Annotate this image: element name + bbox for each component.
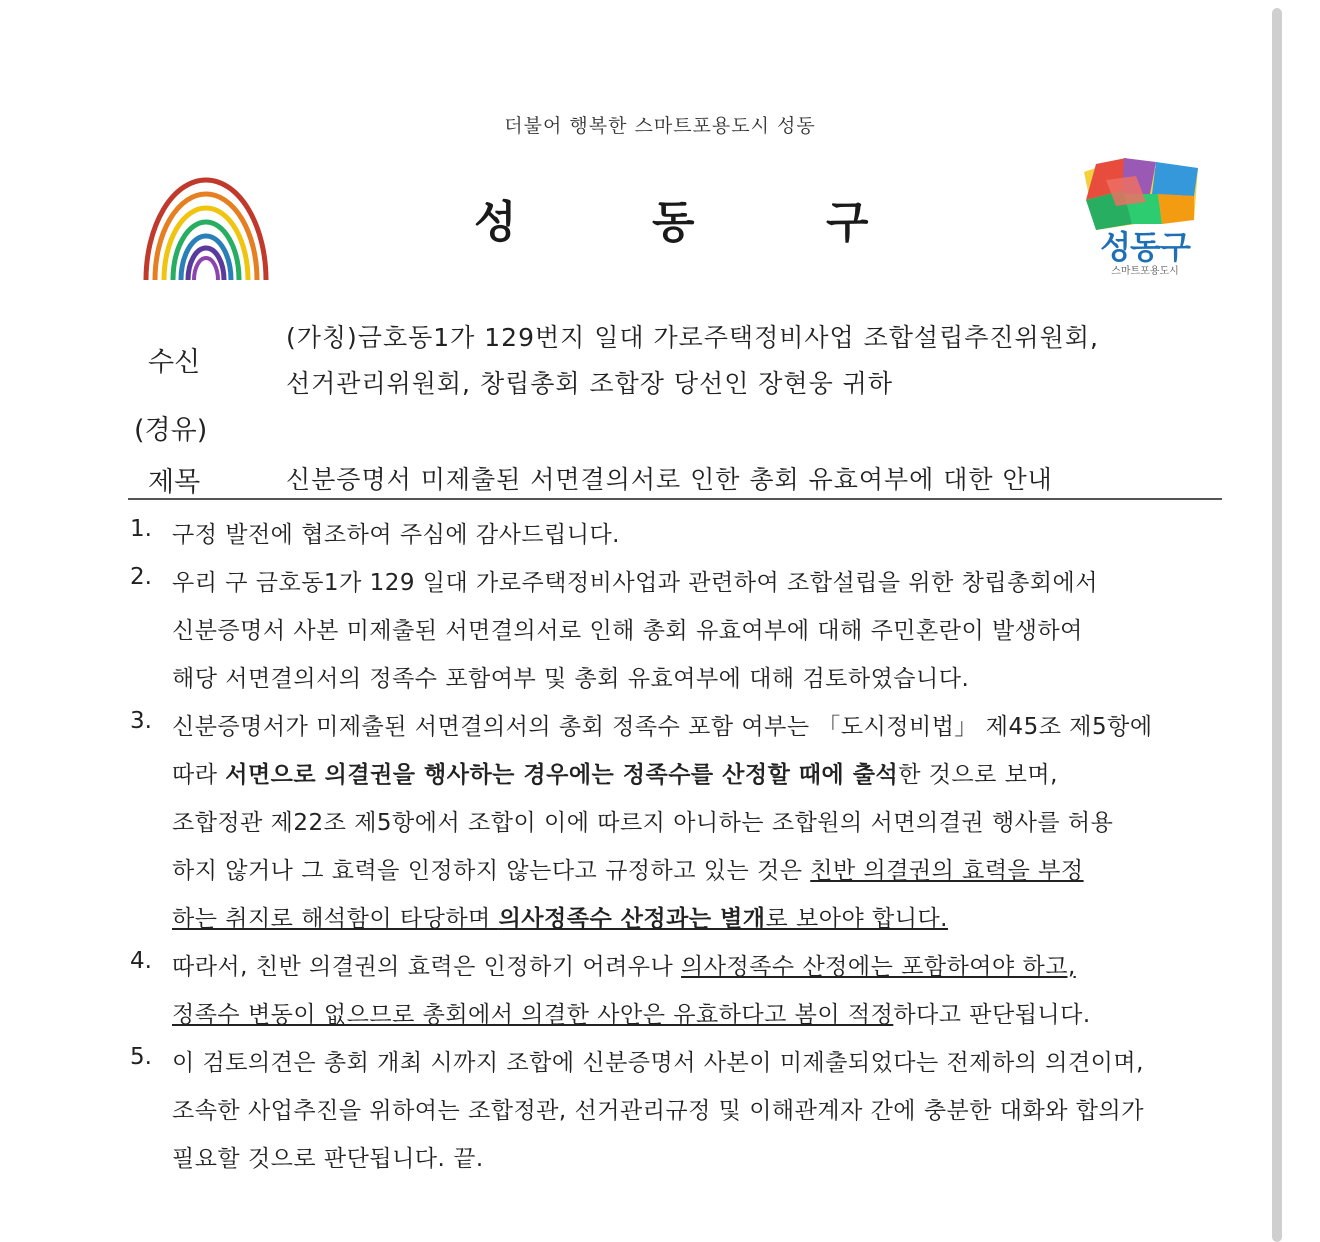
- text-run: 신분증명서 사본 미제출된 서면결의서로 인해 총회 유효여부에 대해 주민혼란이 발생하여: [172, 618, 1083, 644]
- logo-tagline: 스마트포용도시: [1111, 266, 1179, 277]
- paragraph-line: [172, 900, 948, 933]
- paragraph-line: [172, 564, 1098, 597]
- paragraph-number: 1.: [130, 516, 152, 542]
- paragraph-line: [172, 1140, 484, 1173]
- text-run: 하지 않거나 그 효력을 인정하지 않는다고 규정하고 있는 것은: [172, 858, 811, 884]
- text-run: 하다고 판단됩니다.: [893, 1002, 1091, 1028]
- subject-label: 제목: [148, 467, 201, 498]
- text-run: 조합정관 제22조 제5항에서 조합이 이에 따르지 아니하는 조합원의 서면의결권 행사를 허용: [172, 810, 1114, 836]
- paragraph-line: [172, 708, 1153, 741]
- text-run: 조속한 사업추진을 위하여는 조합정관, 선거관리규정 및 이해관계자 간에 충분한 대화와 합의가: [172, 1098, 1144, 1124]
- org-title-char: 성: [474, 197, 517, 248]
- seongdong-logo: [1076, 150, 1206, 280]
- text-run: 우리 구 금호동1가 129 일대 가로주택정비사업과 관련하여 조합설립을 위한 창립총회에서: [172, 570, 1098, 596]
- paragraph-line: [172, 996, 1091, 1029]
- text-run: 따라: [172, 762, 226, 788]
- text-run: 따라서, 친반 의결권의 효력은 인정하기 어려우나: [172, 954, 682, 980]
- via-label: (경유): [134, 415, 208, 446]
- text-run: 로 보아야 합니다.: [765, 906, 948, 932]
- text-run: 구정 발전에 협조하여 주심에 감사드립니다.: [172, 522, 620, 548]
- subject-text: 신분증명서 미제출된 서면결의서로 인한 총회 유효여부에 대한 안내: [286, 465, 1053, 494]
- text-run: 서면으로 의결권을 행사하는 경우에는 정족수를 산정할 때에 출석: [225, 762, 899, 788]
- slogan: 더불어 행복한 스마트포용도시 성동: [504, 115, 816, 137]
- paragraph-line: [172, 660, 969, 693]
- recipient-line: 선거관리위원회, 창립총회 조합장 당선인 장현웅 귀하: [286, 369, 893, 398]
- paragraph-line: [172, 948, 1076, 981]
- paragraph-line: [172, 852, 1084, 885]
- paragraph-line: [172, 612, 1083, 645]
- text-run: 정족수 변동이 없으므로 총회에서 의결한 사안은 유효하다고 봄이 적정: [172, 1002, 894, 1028]
- text-run: 필요할 것으로 판단됩니다. 끝.: [172, 1146, 484, 1172]
- text-run: 하는 취지로 해석함이 타당하며: [172, 906, 499, 932]
- rainbow-logo: [140, 170, 272, 282]
- paragraph-line: [172, 516, 620, 549]
- text-run: 의사정족수 산정과는 별개: [498, 906, 766, 932]
- paragraph-number: 3.: [130, 708, 152, 734]
- scrollbar[interactable]: [1272, 8, 1282, 1242]
- text-run: 이 검토의견은 총회 개최 시까지 조합에 신분증명서 사본이 미제출되었다는 전제하의 의견이며,: [172, 1050, 1144, 1076]
- paragraph-line: [172, 1092, 1144, 1125]
- paragraph-line: [172, 1044, 1144, 1077]
- text-run: 신분증명서가 미제출된 서면결의서의 총회 정족수 포함 여부는 「도시정비법」 제45조 제5항에: [172, 714, 1153, 740]
- paragraph-number: 5.: [130, 1044, 152, 1070]
- flag-icon: [1076, 150, 1206, 232]
- text-run: 친반 의결권의 효력을 부정: [810, 858, 1084, 884]
- text-run: 해당 서면결의서의 정족수 포함여부 및 총회 유효여부에 대해 검토하였습니다.: [172, 666, 970, 692]
- recipient-line: (가칭)금호동1가 129번지 일대 가로주택정비사업 조합설립추진위원회,: [286, 323, 1099, 352]
- paragraph-number: 4.: [130, 948, 152, 974]
- paragraph-number: 2.: [130, 564, 152, 590]
- paragraph-line: [172, 756, 1058, 789]
- paragraph-line: [172, 804, 1113, 837]
- recipient-label: 수신: [148, 347, 201, 378]
- org-title-char: 구: [826, 197, 869, 248]
- header-divider: [128, 498, 1222, 500]
- org-title-char: 동: [652, 197, 695, 248]
- text-run: 의사정족수 산정에는 포함하여야 하고,: [681, 954, 1076, 980]
- logo-name: 성동구: [1100, 228, 1190, 266]
- text-run: 한 것으로 보며,: [898, 762, 1058, 788]
